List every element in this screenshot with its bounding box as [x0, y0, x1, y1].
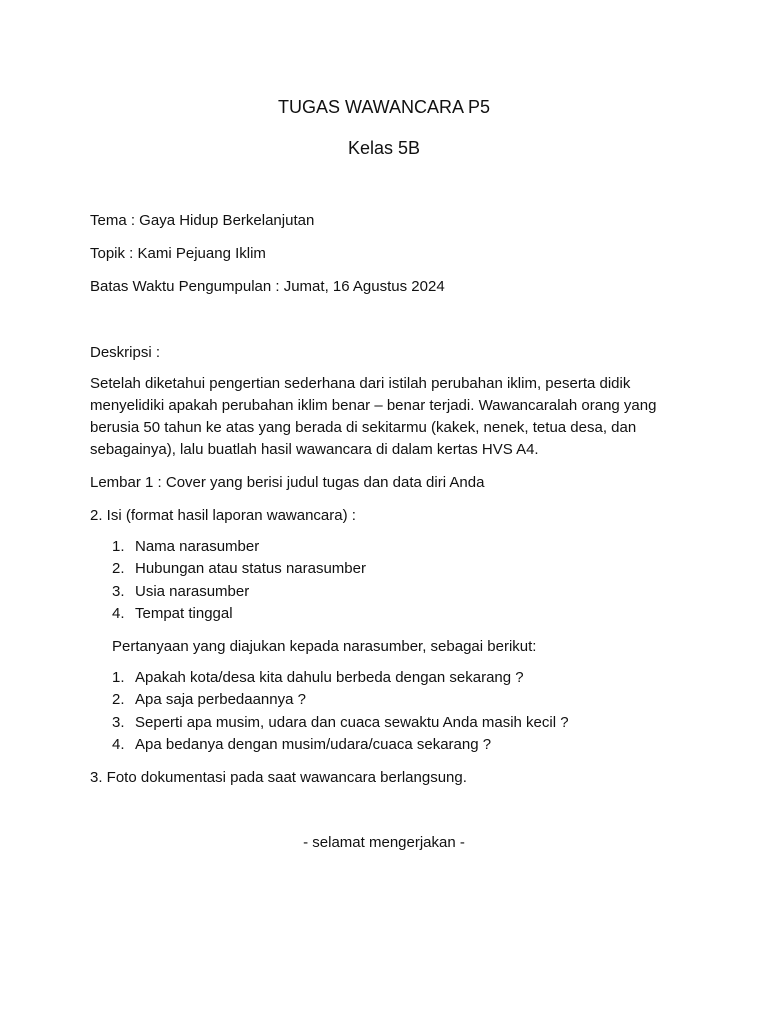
document-title: TUGAS WAWANCARA P5: [277, 97, 491, 117]
tema-line: Tema : Gaya Hidup Berkelanjutan: [90, 212, 315, 229]
list-item: [112, 689, 569, 711]
lembar1-line: Lembar 1 : Cover yang berisi judul tugas dan data diri Anda: [90, 474, 485, 491]
list-number: 1.: [112, 538, 125, 555]
foto-line: 3. Foto dokumentasi pada saat wawancara berlangsung.: [90, 769, 467, 786]
list-item: [112, 558, 366, 580]
list-text: Tempat tinggal: [135, 604, 233, 622]
list-text: Nama narasumber: [135, 538, 260, 555]
deskripsi-paragraph: Setelah diketahui pengertian sederhana dari istilah perubahan iklim, peserta didik menyelidiki apakah perubahan iklim benar – benar terjadi. Wawancaralah orang yang berusia 50 tahun ke atas yang berada di sekitarmu (kakek, nenek, tetua desa, dan sebagainya), lalu buatlah hasil wawancara di dalam kertas HVS A4.: [90, 375, 657, 458]
topik-line: Topik : Kami Pejuang Iklim: [90, 245, 266, 262]
list-number: 2.: [112, 691, 125, 709]
list-number: 3.: [112, 582, 125, 600]
list-item: [112, 667, 569, 689]
list-number: 4.: [112, 604, 125, 622]
list-text: Apa bedanya dengan musim/udara/cuaca sekarang ?: [135, 735, 492, 753]
document-subtitle: Kelas 5B: [347, 138, 421, 158]
list-text: Seperti apa musim, udara dan cuaca sewaktu Anda masih kecil ?: [135, 713, 569, 731]
list-item: [112, 581, 366, 603]
pertanyaan-list: [112, 667, 569, 756]
list-item: [112, 712, 569, 734]
deadline-line: Batas Waktu Pengumpulan : Jumat, 16 Agustus 2024: [90, 278, 445, 295]
identitas-list: [112, 536, 366, 625]
list-text: Hubungan atau status narasumber: [135, 560, 366, 578]
list-number: 3.: [112, 713, 125, 731]
list-number: 1.: [112, 669, 125, 686]
deskripsi-label: Deskripsi :: [90, 344, 161, 361]
pertanyaan-label: Pertanyaan yang diajukan kepada narasumber, sebagai berikut:: [112, 638, 537, 655]
isi-label: 2. Isi (format hasil laporan wawancara) :: [90, 507, 356, 524]
list-text: Usia narasumber: [135, 582, 250, 600]
list-item: [112, 603, 366, 625]
closing-text: - selamat mengerjakan -: [303, 834, 465, 851]
list-text: Apakah kota/desa kita dahulu berbeda dengan sekarang ?: [135, 669, 524, 686]
list-text: Apa saja perbedaannya ?: [135, 691, 306, 709]
list-number: 4.: [112, 735, 125, 753]
list-item: [112, 734, 569, 756]
list-item: [112, 536, 366, 558]
list-number: 2.: [112, 560, 125, 578]
